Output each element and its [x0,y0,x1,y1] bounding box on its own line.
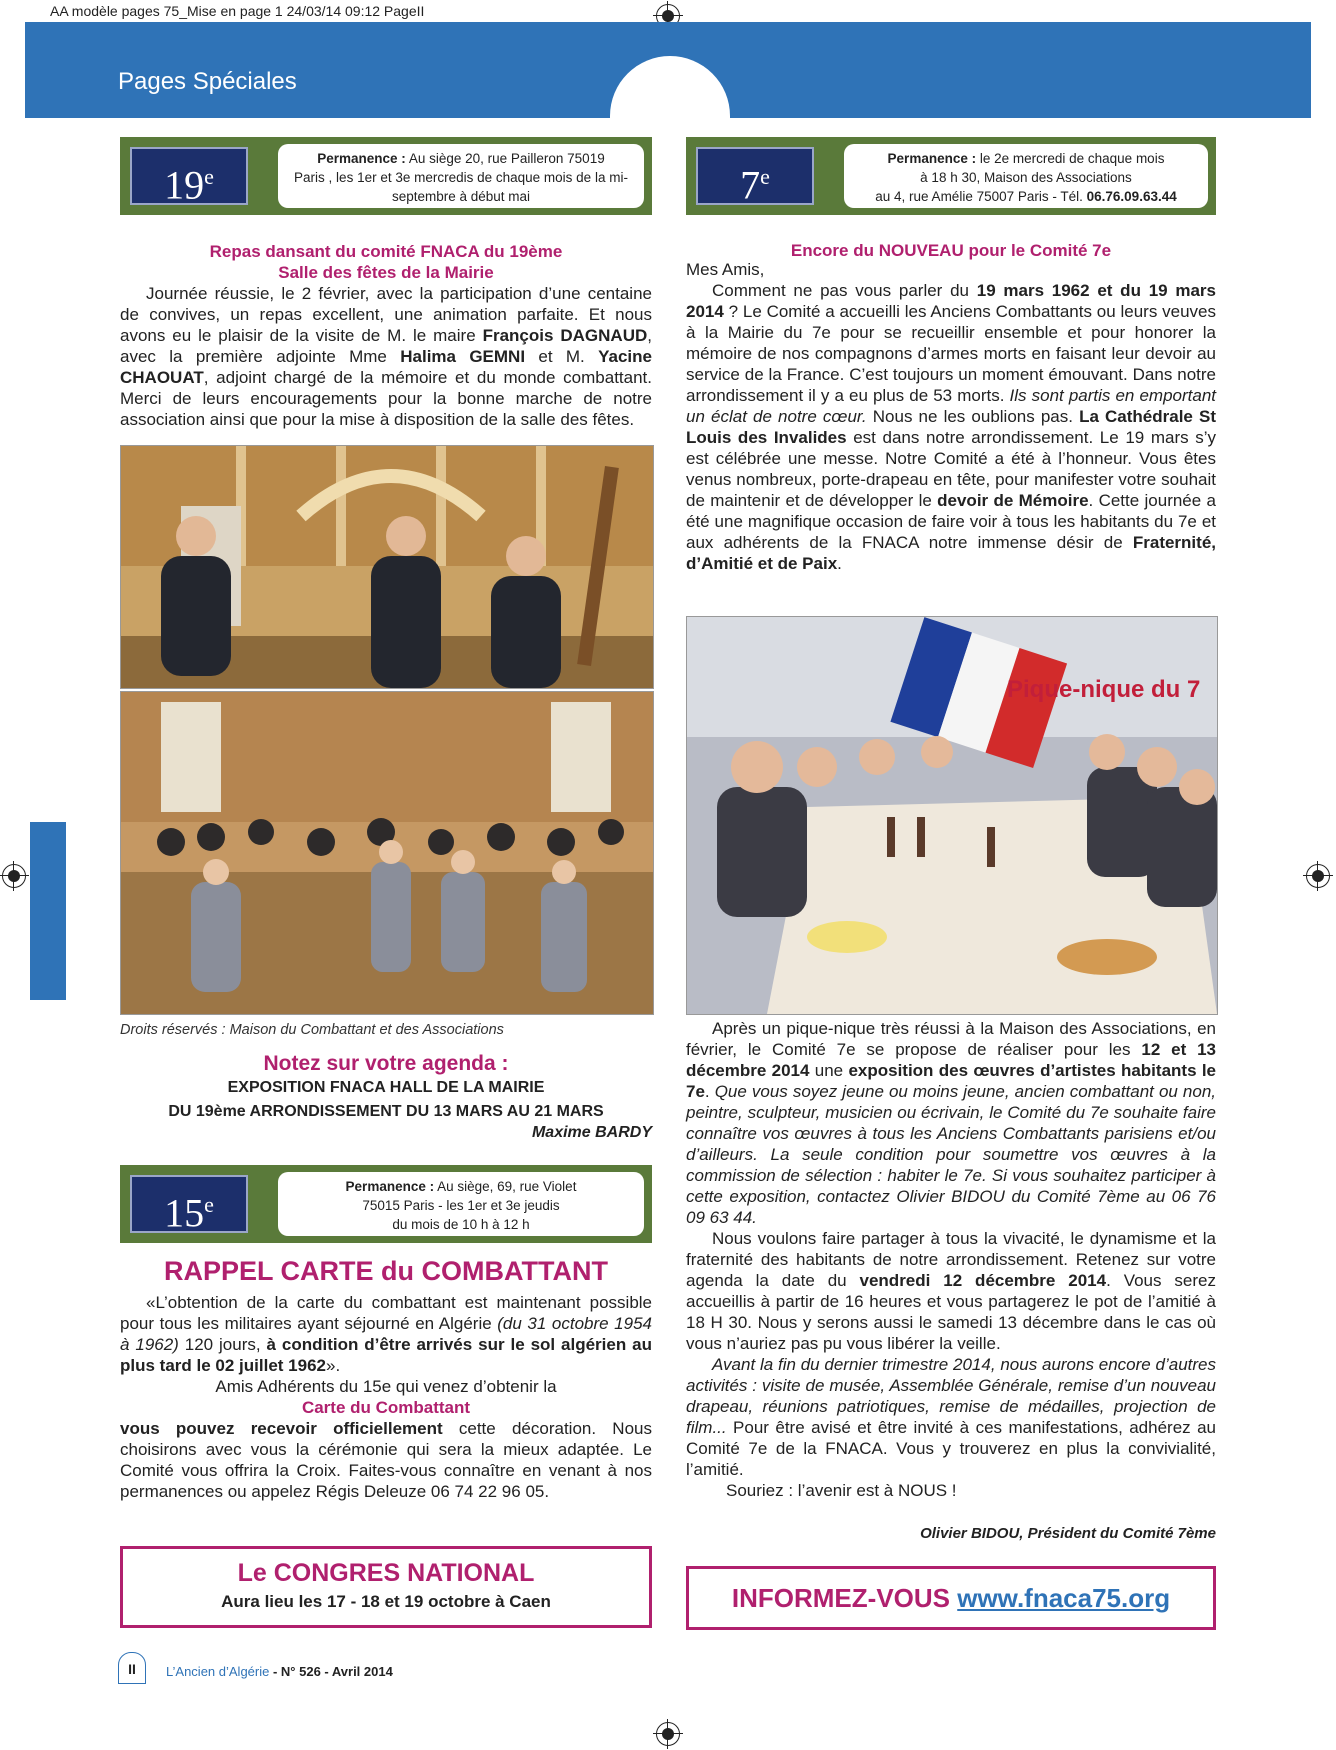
agenda-line-2: DU 19ème ARRONDISSEMENT DU 13 MARS AU 21 MARS [168,1103,604,1120]
congres-box [120,1546,652,1628]
footer-publication: L’Ancien d’Algérie - N° 526 - Avril 2014 [166,1664,393,1679]
rappel-body: «L’obtention de la carte du combattant est maintenant possible pour tous les militaires ayant séjourné en Algérie (du 31 octobre 1954 à 1962) 120 jours, à condition d’être arrivés sur le sol algérien au plus tard le 02 juillet 1962». Amis Adhérents du 15e qui venez d’obtenir la Carte du Combattant vous pouvez recevoir officiellement cette décoration. Nous choisirons avec vous la cérémonie qui sera la mieux adaptée. Le Comité vous offrira la Croix. Faites-vous connaître en venant à nos permanences ou appelez Régis Deleuze 06 74 22 96 05. [120,1293,652,1501]
photo-officials-speaking [120,445,654,689]
agenda-signature: Maxime BARDY [531,1124,652,1141]
congres-title: Le CONGRES NATIONAL [237,1559,535,1587]
rappel-title: RAPPEL CARTE du COMBATTANT [164,1256,608,1286]
permanence-info-19: Permanence : Au siège 20, rue Pailleron 75019 Paris , les 1er et 3e mercredis de chaque mois de la mi- septembre à début mai [278,144,644,208]
page-title: Pages Spéciales [118,68,297,95]
article-body-7b: Après un pique-nique très réussi à la Maison des Associations, en février, le Comité 7e se propose de réaliser pour les 12 et 13 décembre 2014 une exposition des œuvres d’artistes habitants le 7e. Que vous soyez jeune ou moins jeune, ancien combattant ou non, peintre, sculpteur, musicien ou écrivain, le Comité du 7e souhaite faire connaître vos œuvres à tous les Anciens Combattants parisiens et/ou d’ailleurs. La seule condition pour soumettre vos œuvres à la commission de sélection : habiter le 7e. Si vous souhaitez participer à cette exposition, contactez Olivier BIDOU du Comité 7ème au 06 76 09 63 44. Nous voulons faire partager à tous la vivacité, le dynamisme et la fraternité des habitants de notre arrondissement. Retenez sur votre agenda la date du vendredi 12 décembre 2014. Vous serez accueillis à partir de 16 heures et vous partagerez le pot de l’amitié à 18 H 30. Nous y serons aussi le samedi 13 décembre dans le cas où vous n’auriez pas pu vous libérer la veille. Avant la fin du dernier trimestre 2014, nous aurons encore d’autres activités : visite de musée, Assemblée Générale, remise d’un nouveau drapeau, réunions patriotiques, remise de médailles, projection de film... Pour être avisé et être invité à ces manifestations, adhérez au Comité 7e de la FNACA. Vous y trouverez en plus la convivialité, l’amitié. Souriez : l’avenir est à NOUS ! [686,1019,1217,1500]
informez-line: INFORMEZ-VOUS www.fnaca75.org [731,1583,1171,1613]
print-slug-text: AA modèle pages 75_Mise en page 1 24/03/14 09:12 PageII [50,3,425,19]
agenda-line-1: EXPOSITION FNACA HALL DE LA MAIRIE [227,1079,545,1096]
article-body-19: Journée réussie, le 2 février, avec la participation d’une centaine de convives, un repas excellent, une animation parfaite. Et nous avons eu le plaisir de la visite de M. le maire François DAGNAUD, avec la première adjointe Mme Halima GEMNI et M. Yacine CHAOUAT, adjoint chargé de la mémoire et du monde combattant. Merci de leurs encouragements pour la bonne marche de notre association ainsi que pour la mise à disposition de la salle des fêtes. [120,284,653,429]
section-number-7: 7e [696,147,814,205]
registration-mark-right [1306,864,1330,888]
photo-caption: Droits réservés : Maison du Combattant et des Associations [120,1022,504,1038]
section-header-19 [120,137,652,215]
photo-dancing-hall [120,691,654,1015]
section-number-19: 19e [130,147,248,205]
section-header-15 [120,1165,652,1243]
photo-picnic-text: Pique-nique du 7 [1007,676,1201,703]
permanence-info-7: Permanence : le 2e mercredi de chaque mois à 18 h 30, Maison des Associations au 4, rue Amélie 75007 Paris - Tél. 06.76.09.63.44 [844,144,1208,208]
permanence-info-15: Permanence : Au siège, 69, rue Violet 75015 Paris - les 1er et 3e jeudis du mois de 10 h à 12 h [278,1172,644,1236]
registration-mark-bottom [656,1722,680,1746]
agenda-title: Notez sur votre agenda : [263,1052,509,1075]
page-number: II [118,1652,146,1684]
fnaca-website-link[interactable]: www.fnaca75.org [957,1583,1171,1613]
article-title-19: Repas dansant du comité FNACA du 19ème Salle des fêtes de la Mairie [209,242,563,282]
article-signature-7: Olivier BIDOU, Président du Comité 7ème [920,1525,1216,1542]
congres-subtitle: Aura lieu les 17 - 18 et 19 octobre à Caen [221,1592,551,1611]
section-header-7 [686,137,1216,215]
photo-picnic [686,616,1218,1015]
registration-mark-left [2,864,26,888]
informez-box [686,1566,1216,1630]
article-title-7: Encore du NOUVEAU pour le Comité 7e [790,241,1112,260]
article-body-7a: Mes Amis, Comment ne pas vous parler du 19 mars 1962 et du 19 mars 2014 ? Le Comité a accueilli les Anciens Combattants ou leurs veuves à la Mairie du 7e pour se recueillir ensemble et pour honorer la mémoire de nos compagnons d’armes morts en faisant leur devoir au service de la France. C’est toujours un moment émouvant. Dans notre arrondissement il y a eu plus de 53 morts. Ils sont partis en emportant un éclat de notre cœur. Nous ne les oublions pas. La Cathédrale St Louis des Invalides est dans notre arrondissement. Le 19 mars s’y est célébrée une messe. Notre Comité a été à l’honneur. Vous êtes venus nombreux, porte-drapeau en tête, pour manifester votre souhait de maintenir et de développer le devoir de Mémoire. Cette journée a été une magnifique occasion de faire voir à tous les habitants du 7e et aux adhérents de la FNACA notre immense désir de Fraternité, d’Amitié et de Paix. [686,260,1217,573]
side-tab-decoration [30,822,66,1000]
section-number-15: 15e [130,1175,248,1233]
